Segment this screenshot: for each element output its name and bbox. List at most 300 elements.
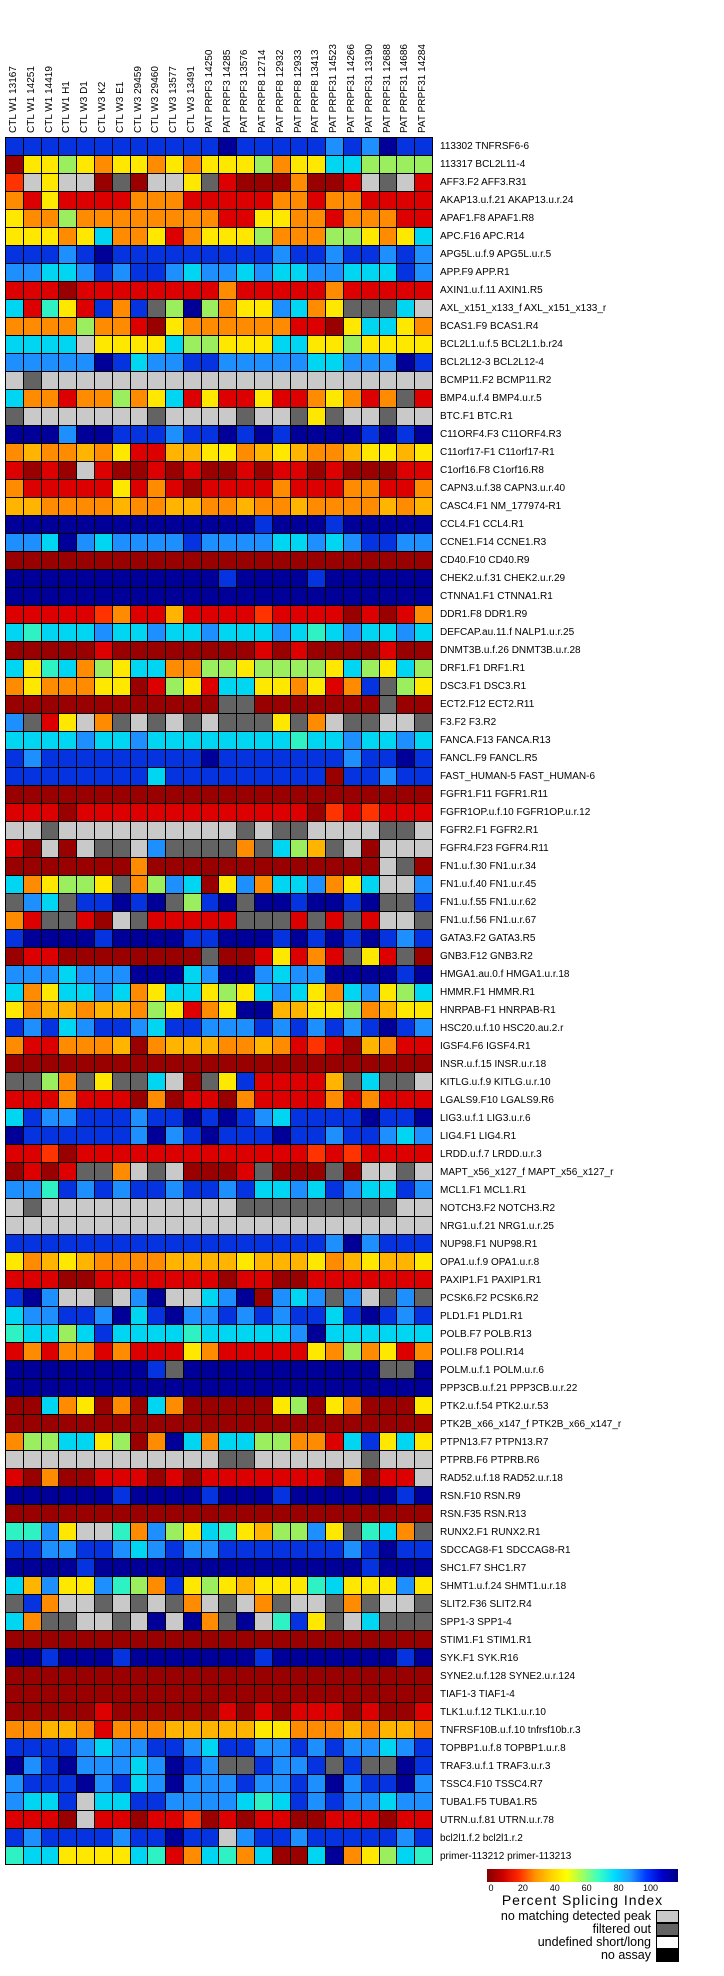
heatmap-cell bbox=[148, 264, 165, 281]
heatmap-cell bbox=[59, 1019, 76, 1036]
heatmap-cell bbox=[326, 768, 343, 785]
heatmap-cell bbox=[6, 1811, 23, 1828]
heatmap-cell bbox=[273, 336, 290, 353]
heatmap-cell bbox=[308, 1775, 325, 1792]
heatmap-cell bbox=[113, 498, 130, 515]
heatmap-cell bbox=[291, 156, 308, 173]
heatmap-cell bbox=[308, 1739, 325, 1756]
heatmap-cell bbox=[380, 534, 397, 551]
heatmap-cell bbox=[344, 156, 361, 173]
heatmap-cell bbox=[77, 894, 94, 911]
heatmap-cell bbox=[237, 1505, 254, 1522]
heatmap-cell bbox=[131, 282, 148, 299]
heatmap-cell bbox=[42, 1667, 59, 1684]
heatmap-cell bbox=[77, 660, 94, 677]
heatmap-cell bbox=[237, 570, 254, 587]
heatmap-cell bbox=[166, 498, 183, 515]
heatmap-cell bbox=[42, 840, 59, 857]
heatmap-cell bbox=[397, 876, 414, 893]
heatmap-cell bbox=[95, 1019, 112, 1036]
heatmap-cell bbox=[255, 480, 272, 497]
heatmap-cell bbox=[166, 1685, 183, 1702]
heatmap-cell bbox=[255, 210, 272, 227]
heatmap-cell bbox=[113, 1271, 130, 1288]
heatmap-cell bbox=[397, 264, 414, 281]
heatmap-cell bbox=[113, 606, 130, 623]
heatmap-cell bbox=[77, 1703, 94, 1720]
heatmap-cell bbox=[42, 1541, 59, 1558]
heatmap-cell bbox=[59, 714, 76, 731]
heatmap-cell bbox=[113, 912, 130, 929]
heatmap-cell bbox=[219, 516, 236, 533]
heatmap-cell bbox=[24, 948, 41, 965]
heatmap-cell bbox=[237, 426, 254, 443]
heatmap-cell bbox=[95, 624, 112, 641]
heatmap-cell bbox=[24, 1541, 41, 1558]
heatmap-cell bbox=[308, 444, 325, 461]
heatmap-cell bbox=[344, 894, 361, 911]
heatmap-cell bbox=[255, 696, 272, 713]
row-label: INSR.u.f.15 INSR.u.r.18 bbox=[440, 1058, 547, 1070]
heatmap-cell bbox=[237, 1739, 254, 1756]
heatmap-cell bbox=[291, 696, 308, 713]
heatmap-cell bbox=[148, 318, 165, 335]
heatmap-cell bbox=[184, 1181, 201, 1198]
heatmap-cell bbox=[166, 444, 183, 461]
heatmap-cell bbox=[113, 1595, 130, 1612]
heatmap-cell bbox=[344, 1055, 361, 1072]
heatmap-cell bbox=[415, 1757, 432, 1774]
heatmap-cell bbox=[273, 930, 290, 947]
heatmap-cell bbox=[255, 426, 272, 443]
heatmap-cell bbox=[24, 156, 41, 173]
heatmap-cell bbox=[397, 1541, 414, 1558]
heatmap-cell bbox=[308, 948, 325, 965]
heatmap-cell bbox=[24, 246, 41, 263]
heatmap-cell bbox=[6, 1361, 23, 1378]
heatmap-cell bbox=[362, 642, 379, 659]
heatmap-cell bbox=[326, 1145, 343, 1162]
heatmap-cell bbox=[113, 732, 130, 749]
heatmap-cell bbox=[131, 1685, 148, 1702]
heatmap-cell bbox=[362, 354, 379, 371]
heatmap-cell bbox=[148, 858, 165, 875]
heatmap-cell bbox=[219, 1739, 236, 1756]
heatmap-cell bbox=[415, 462, 432, 479]
heatmap-cell bbox=[344, 552, 361, 569]
heatmap-cell bbox=[59, 1469, 76, 1486]
heatmap-cell bbox=[291, 1235, 308, 1252]
heatmap-cell bbox=[59, 732, 76, 749]
heatmap-cell bbox=[308, 1847, 325, 1864]
heatmap-cell bbox=[202, 1541, 219, 1558]
heatmap-cell bbox=[148, 570, 165, 587]
heatmap-cell bbox=[131, 1289, 148, 1306]
heatmap-cell bbox=[415, 1271, 432, 1288]
heatmap-cell bbox=[344, 1739, 361, 1756]
heatmap-cell bbox=[255, 1703, 272, 1720]
heatmap-cell bbox=[291, 426, 308, 443]
heatmap-cell bbox=[166, 282, 183, 299]
heatmap-cell bbox=[273, 840, 290, 857]
heatmap-cell bbox=[362, 300, 379, 317]
heatmap-cell bbox=[131, 1577, 148, 1594]
row-label: BCL2L12-3 BCL2L12-4 bbox=[440, 356, 544, 368]
heatmap-cell bbox=[397, 228, 414, 245]
heatmap-cell bbox=[202, 1271, 219, 1288]
heatmap-cell bbox=[219, 1091, 236, 1108]
row-label: BCMP11.F2 BCMP11.R2 bbox=[440, 374, 552, 386]
heatmap-cell bbox=[255, 1037, 272, 1054]
heatmap-cell bbox=[148, 1613, 165, 1630]
heatmap-cell bbox=[237, 1217, 254, 1234]
row-label: LGALS9.F10 LGALS9.R6 bbox=[440, 1094, 554, 1106]
heatmap-cell bbox=[344, 678, 361, 695]
heatmap-cell bbox=[273, 282, 290, 299]
heatmap-cell bbox=[273, 1451, 290, 1468]
heatmap-cell bbox=[59, 282, 76, 299]
heatmap-cell bbox=[59, 894, 76, 911]
heatmap-cell bbox=[184, 318, 201, 335]
heatmap-cell bbox=[397, 894, 414, 911]
heatmap-cell bbox=[6, 1793, 23, 1810]
heatmap-cell bbox=[42, 1325, 59, 1342]
heatmap-cell bbox=[291, 354, 308, 371]
heatmap-cell bbox=[273, 1829, 290, 1846]
heatmap-cell bbox=[148, 1307, 165, 1324]
heatmap-cell bbox=[308, 732, 325, 749]
heatmap-cell bbox=[184, 930, 201, 947]
heatmap-cell bbox=[255, 1217, 272, 1234]
heatmap-cell bbox=[184, 1721, 201, 1738]
legend-item-label: undefined short/long bbox=[537, 1935, 651, 1949]
heatmap-cell bbox=[362, 822, 379, 839]
heatmap-cell bbox=[255, 1055, 272, 1072]
heatmap-cell bbox=[344, 1325, 361, 1342]
heatmap-cell bbox=[131, 1037, 148, 1054]
heatmap-cell bbox=[237, 1847, 254, 1864]
heatmap-cell bbox=[148, 390, 165, 407]
heatmap-cell bbox=[95, 192, 112, 209]
heatmap-cell bbox=[255, 300, 272, 317]
heatmap-cell bbox=[59, 1649, 76, 1666]
column-label: PAT PRPF3 14250 bbox=[203, 49, 215, 133]
heatmap-cell bbox=[24, 1685, 41, 1702]
heatmap-cell bbox=[184, 300, 201, 317]
heatmap-cell bbox=[148, 1397, 165, 1414]
heatmap-cell bbox=[255, 1757, 272, 1774]
heatmap-cell bbox=[131, 300, 148, 317]
heatmap-cell bbox=[6, 1415, 23, 1432]
heatmap-cell bbox=[95, 1703, 112, 1720]
heatmap-cell bbox=[148, 1523, 165, 1540]
heatmap-cell bbox=[42, 516, 59, 533]
heatmap-cell bbox=[202, 624, 219, 641]
heatmap-cell bbox=[344, 1397, 361, 1414]
heatmap-cell bbox=[202, 174, 219, 191]
heatmap-cell bbox=[95, 1577, 112, 1594]
heatmap-cell bbox=[42, 642, 59, 659]
heatmap-cell bbox=[380, 858, 397, 875]
heatmap-cell bbox=[415, 1307, 432, 1324]
heatmap-cell bbox=[95, 678, 112, 695]
heatmap-cell bbox=[291, 480, 308, 497]
heatmap-cell bbox=[255, 1145, 272, 1162]
heatmap-cell bbox=[415, 282, 432, 299]
heatmap-cell bbox=[148, 552, 165, 569]
heatmap-cell bbox=[202, 1433, 219, 1450]
heatmap-cell bbox=[24, 1055, 41, 1072]
heatmap-cell bbox=[131, 1811, 148, 1828]
heatmap-cell bbox=[59, 1793, 76, 1810]
heatmap-cell bbox=[326, 1703, 343, 1720]
heatmap-cell bbox=[42, 1199, 59, 1216]
heatmap-cell bbox=[42, 444, 59, 461]
heatmap-cell bbox=[362, 1811, 379, 1828]
heatmap-cell bbox=[326, 1002, 343, 1019]
heatmap-cell bbox=[308, 1487, 325, 1504]
heatmap-cell bbox=[95, 1433, 112, 1450]
heatmap-cell bbox=[24, 1325, 41, 1342]
heatmap-cell bbox=[59, 498, 76, 515]
heatmap-cell bbox=[42, 750, 59, 767]
heatmap-cell bbox=[415, 1002, 432, 1019]
row-label: CTNNA1.F1 CTNNA1.R1 bbox=[440, 590, 553, 602]
heatmap-cell bbox=[6, 1397, 23, 1414]
heatmap-cell bbox=[291, 210, 308, 227]
heatmap-cell bbox=[6, 1829, 23, 1846]
heatmap-cell bbox=[291, 1199, 308, 1216]
heatmap-cell bbox=[219, 660, 236, 677]
heatmap-cell bbox=[24, 1307, 41, 1324]
heatmap-cell bbox=[291, 1739, 308, 1756]
heatmap-cell bbox=[95, 1379, 112, 1396]
heatmap-cell bbox=[415, 714, 432, 731]
colorbar-tick: 40 bbox=[549, 1883, 560, 1893]
heatmap-cell bbox=[184, 1055, 201, 1072]
heatmap-cell bbox=[24, 624, 41, 641]
heatmap-cell bbox=[326, 516, 343, 533]
colorbar-tick: 20 bbox=[517, 1883, 528, 1893]
heatmap-cell bbox=[237, 390, 254, 407]
heatmap-cell bbox=[415, 1379, 432, 1396]
heatmap-cell bbox=[77, 1181, 94, 1198]
heatmap-cell bbox=[24, 426, 41, 443]
heatmap-cell bbox=[291, 642, 308, 659]
heatmap-cell bbox=[237, 1127, 254, 1144]
heatmap-cell bbox=[148, 1505, 165, 1522]
heatmap-cell bbox=[202, 1415, 219, 1432]
heatmap-cell bbox=[237, 462, 254, 479]
heatmap-cell bbox=[326, 624, 343, 641]
heatmap-cell bbox=[344, 588, 361, 605]
colorbar-title: Percent Splicing Index bbox=[501, 1892, 664, 1908]
heatmap-cell bbox=[273, 858, 290, 875]
heatmap-cell bbox=[95, 444, 112, 461]
heatmap-cell bbox=[24, 588, 41, 605]
heatmap-cell bbox=[291, 966, 308, 983]
heatmap-cell bbox=[255, 462, 272, 479]
heatmap-cell bbox=[255, 1451, 272, 1468]
heatmap-cell bbox=[6, 1631, 23, 1648]
heatmap-cell bbox=[219, 1811, 236, 1828]
heatmap-cell bbox=[380, 390, 397, 407]
heatmap-cell bbox=[113, 1469, 130, 1486]
heatmap-cell bbox=[42, 480, 59, 497]
heatmap-cell bbox=[219, 1415, 236, 1432]
heatmap-cell bbox=[42, 1343, 59, 1360]
heatmap-cell bbox=[273, 1163, 290, 1180]
heatmap-cell bbox=[415, 1199, 432, 1216]
heatmap-cell bbox=[237, 714, 254, 731]
heatmap-cell bbox=[131, 480, 148, 497]
heatmap-cell bbox=[326, 1469, 343, 1486]
heatmap-cell bbox=[42, 714, 59, 731]
heatmap-cell bbox=[77, 1379, 94, 1396]
heatmap-cell bbox=[326, 534, 343, 551]
heatmap-cell bbox=[42, 930, 59, 947]
heatmap-cell bbox=[362, 1217, 379, 1234]
heatmap-cell bbox=[326, 1109, 343, 1126]
heatmap-cell bbox=[273, 1613, 290, 1630]
heatmap-cell bbox=[148, 1091, 165, 1108]
heatmap-cell bbox=[219, 606, 236, 623]
heatmap-cell bbox=[237, 912, 254, 929]
heatmap-cell bbox=[219, 408, 236, 425]
heatmap-cell bbox=[344, 1757, 361, 1774]
heatmap-cell bbox=[6, 1145, 23, 1162]
heatmap-cell bbox=[273, 354, 290, 371]
heatmap-cell bbox=[95, 804, 112, 821]
heatmap-cell bbox=[237, 138, 254, 155]
heatmap-cell bbox=[415, 1019, 432, 1036]
row-label: HMGA1.au.0.f HMGA1.u.r.18 bbox=[440, 968, 570, 980]
heatmap-cell bbox=[291, 786, 308, 803]
heatmap-cell bbox=[415, 1127, 432, 1144]
heatmap-cell bbox=[148, 1271, 165, 1288]
heatmap-cell bbox=[308, 642, 325, 659]
heatmap-cell bbox=[131, 390, 148, 407]
heatmap-cell bbox=[255, 1595, 272, 1612]
row-label: RAD52.u.f.18 RAD52.u.r.18 bbox=[440, 1472, 563, 1484]
heatmap-cell bbox=[273, 948, 290, 965]
heatmap-cell bbox=[113, 948, 130, 965]
heatmap-cell bbox=[362, 426, 379, 443]
heatmap-cell bbox=[59, 1703, 76, 1720]
heatmap-cell bbox=[362, 480, 379, 497]
heatmap-cell bbox=[113, 1685, 130, 1702]
row-label: RSN.F35 RSN.R13 bbox=[440, 1508, 527, 1520]
heatmap-cell bbox=[202, 318, 219, 335]
heatmap-cell bbox=[219, 1217, 236, 1234]
heatmap-cell bbox=[255, 1289, 272, 1306]
heatmap-cell bbox=[113, 1541, 130, 1558]
heatmap-cell bbox=[113, 1757, 130, 1774]
heatmap-cell bbox=[291, 516, 308, 533]
heatmap-cell bbox=[362, 1595, 379, 1612]
heatmap-cell bbox=[219, 1487, 236, 1504]
heatmap-cell bbox=[308, 1595, 325, 1612]
heatmap-cell bbox=[24, 1073, 41, 1090]
heatmap-cell bbox=[326, 1685, 343, 1702]
heatmap-cell bbox=[291, 912, 308, 929]
heatmap-cell bbox=[380, 1019, 397, 1036]
heatmap-cell bbox=[415, 1559, 432, 1576]
heatmap-cell bbox=[397, 462, 414, 479]
row-label: BTC.F1 BTC.R1 bbox=[440, 410, 513, 422]
heatmap-cell bbox=[380, 1433, 397, 1450]
heatmap-cell bbox=[95, 1037, 112, 1054]
heatmap-cell bbox=[397, 174, 414, 191]
heatmap-cell bbox=[397, 966, 414, 983]
heatmap-cell bbox=[344, 1613, 361, 1630]
heatmap-cell bbox=[202, 300, 219, 317]
heatmap-cell bbox=[131, 1541, 148, 1558]
legend-item bbox=[0, 1910, 679, 1923]
heatmap-cell bbox=[291, 588, 308, 605]
heatmap-cell bbox=[202, 1523, 219, 1540]
row-label: TSSC4.F10 TSSC4.R7 bbox=[440, 1778, 543, 1790]
heatmap-cell bbox=[42, 786, 59, 803]
heatmap-cell bbox=[184, 1002, 201, 1019]
row-label: C11ORF4.F3 C11ORF4.R3 bbox=[440, 428, 562, 440]
heatmap-cell bbox=[202, 336, 219, 353]
heatmap-cell bbox=[255, 912, 272, 929]
heatmap-cell bbox=[166, 858, 183, 875]
heatmap-cell bbox=[166, 300, 183, 317]
heatmap-cell bbox=[397, 1739, 414, 1756]
heatmap-cell bbox=[380, 786, 397, 803]
heatmap-cell bbox=[308, 408, 325, 425]
heatmap-cell bbox=[95, 912, 112, 929]
heatmap-cell bbox=[148, 876, 165, 893]
heatmap-cell bbox=[362, 1667, 379, 1684]
heatmap-cell bbox=[184, 228, 201, 245]
heatmap-cell bbox=[166, 1091, 183, 1108]
heatmap-cell bbox=[148, 1631, 165, 1648]
column-label: CTL W1 13167 bbox=[8, 66, 19, 133]
heatmap-cell bbox=[202, 426, 219, 443]
heatmap-cell bbox=[308, 264, 325, 281]
heatmap-cell bbox=[148, 930, 165, 947]
heatmap-cell bbox=[148, 1343, 165, 1360]
heatmap-cell bbox=[291, 1577, 308, 1594]
heatmap-cell bbox=[326, 1253, 343, 1270]
heatmap-cell bbox=[326, 1325, 343, 1342]
heatmap-cell bbox=[166, 624, 183, 641]
heatmap-cell bbox=[308, 1091, 325, 1108]
heatmap-cell bbox=[95, 462, 112, 479]
heatmap-cell bbox=[113, 282, 130, 299]
heatmap-cell bbox=[166, 1631, 183, 1648]
heatmap-cell bbox=[42, 1415, 59, 1432]
heatmap-cell bbox=[397, 138, 414, 155]
heatmap-cell bbox=[380, 984, 397, 1001]
heatmap-cell bbox=[362, 858, 379, 875]
row-label: AXL_x151_x133_f AXL_x151_x133_r bbox=[440, 302, 607, 314]
heatmap-cell bbox=[24, 1181, 41, 1198]
heatmap-cell bbox=[95, 966, 112, 983]
heatmap-cell bbox=[219, 282, 236, 299]
row-label: primer-113212 primer-113213 bbox=[440, 1850, 572, 1862]
heatmap-cell bbox=[24, 534, 41, 551]
heatmap-cell bbox=[362, 1775, 379, 1792]
heatmap-cell bbox=[6, 1199, 23, 1216]
heatmap-cell bbox=[184, 534, 201, 551]
heatmap-cell bbox=[202, 660, 219, 677]
heatmap-cell bbox=[148, 426, 165, 443]
heatmap-cell bbox=[113, 876, 130, 893]
